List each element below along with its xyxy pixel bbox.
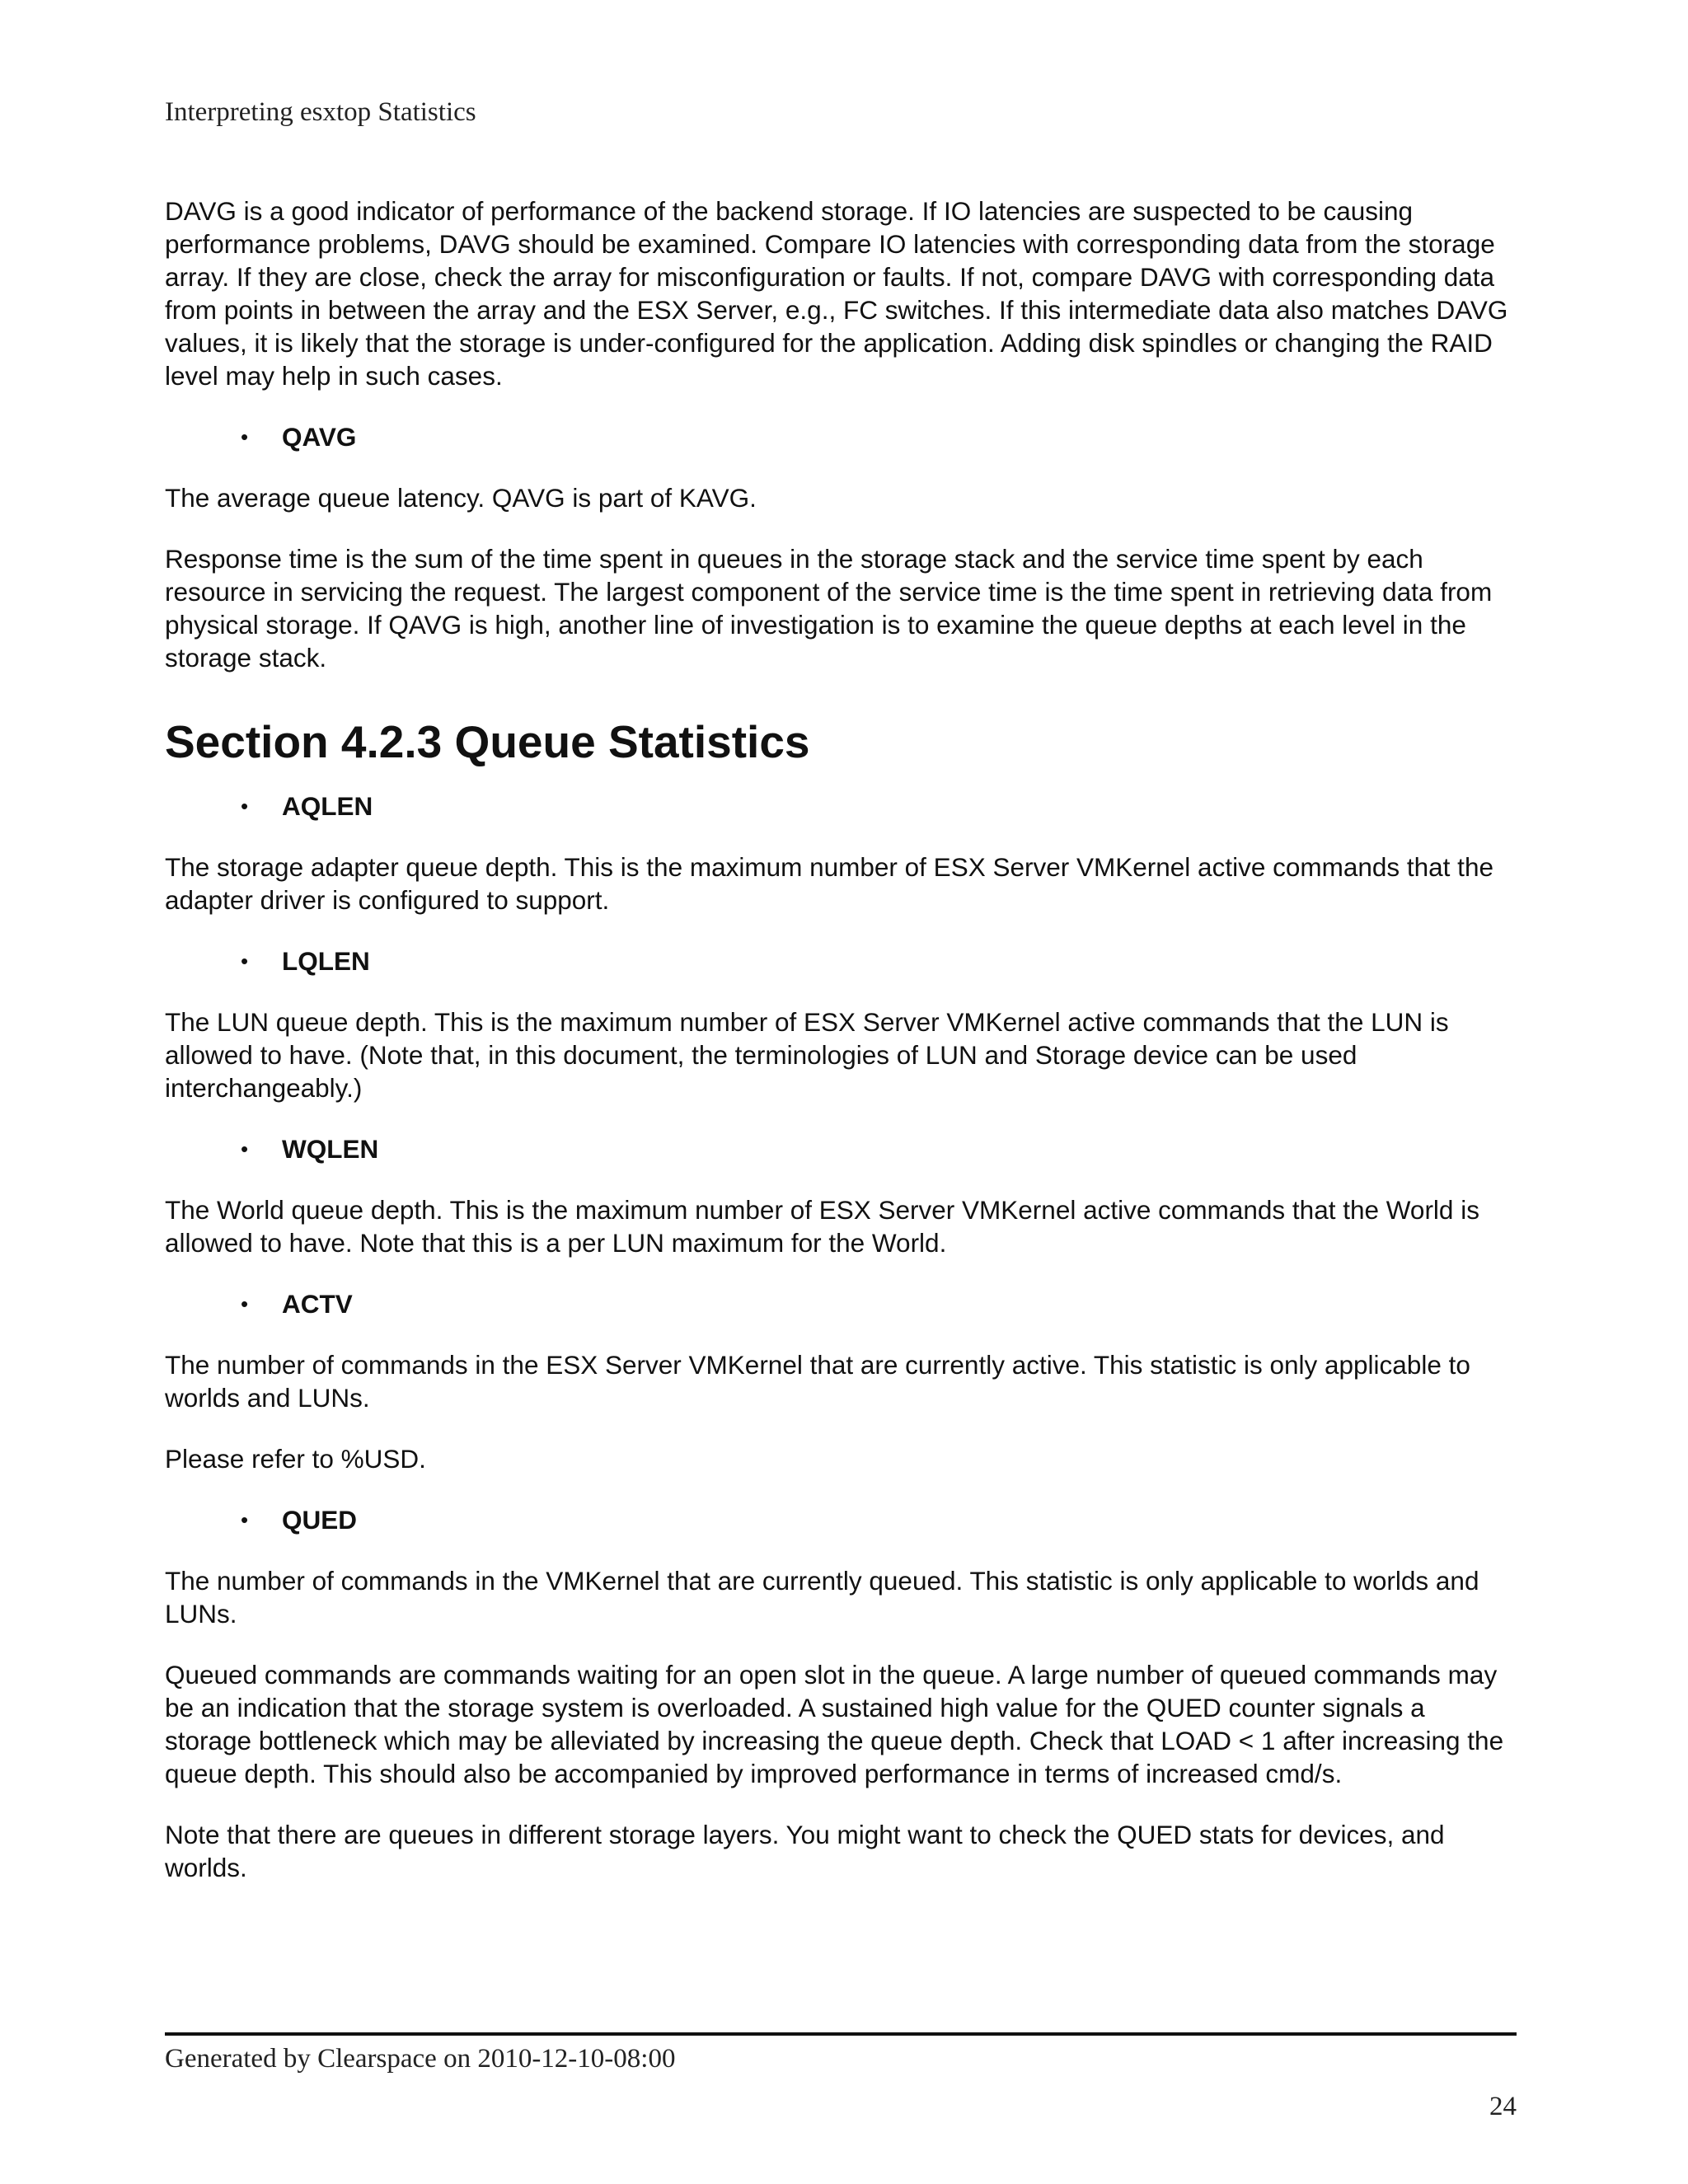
- section-heading: Section 4.2.3 Queue Statistics: [165, 716, 810, 767]
- footer-divider: [165, 2032, 1517, 2036]
- actv-reference: Please refer to %USD.: [165, 1444, 426, 1474]
- bullet-dot-icon: •: [241, 949, 249, 973]
- bullet-wqlen: [165, 1132, 1517, 1165]
- wqlen-description: The World queue depth. This is the maximum number of ESX Server VMKernel active commands that the World is allowed to have. Note that this is a per LUN maximum for the World.: [165, 1195, 1479, 1258]
- bullet-aqlen: [165, 790, 1517, 823]
- lqlen-description: The LUN queue depth. This is the maximum number of ESX Server VMKernel active commands that the LUN is allowed to have. (Note that, in this document, the terminologies of LUN and Storage device can be used interchangeably.): [165, 1007, 1449, 1103]
- bullet-qued: [165, 1503, 1517, 1536]
- bullet-lqlen: [165, 944, 1517, 977]
- bullet-dot-icon: •: [241, 1137, 249, 1161]
- qued-detail-paragraph: Queued commands are commands waiting for an open slot in the queue. A large number of queued commands may be an indication that the storage system is overloaded. A sustained high value for the QUED counter signals a storage bottleneck which may be alleviated by increasing the queue depth. Check that LOAD < 1 after increasing the queue depth. This should also be accompanied by improved performance in terms of increased cmd/s.: [165, 1660, 1504, 1788]
- term-aqlen: AQLEN: [282, 791, 373, 821]
- bullet-dot-icon: •: [241, 424, 249, 449]
- bullet-qavg: [165, 420, 1517, 453]
- qued-description: The number of commands in the VMKernel that are currently queued. This statistic is only applicable to worlds and LUNs.: [165, 1566, 1479, 1629]
- qued-note-paragraph: Note that there are queues in different storage layers. You might want to check the QUED stats for devices, and worlds.: [165, 1820, 1445, 1882]
- footer-generated: Generated by Clearspace on 2010-12-10-08:00: [165, 2044, 676, 2074]
- actv-description: The number of commands in the ESX Server VMKernel that are currently active. This statistic is only applicable to worlds and LUNs.: [165, 1350, 1470, 1413]
- response-time-paragraph: Response time is the sum of the time spent in queues in the storage stack and the service time spent by each resource in servicing the request. The largest component of the service time is the time spent in retrieving data from physical storage. If QAVG is high, another line of investigation is to examine the queue depths at each level in the storage stack.: [165, 544, 1493, 673]
- term-qued: QUED: [282, 1505, 358, 1535]
- aqlen-description: The storage adapter queue depth. This is the maximum number of ESX Server VMKernel active commands that the adapter driver is configured to support.: [165, 852, 1493, 915]
- bullet-dot-icon: •: [241, 794, 249, 818]
- term-qavg: QAVG: [282, 422, 357, 452]
- running-header: Interpreting esxtop Statistics: [165, 97, 476, 127]
- term-actv: ACTV: [282, 1289, 353, 1319]
- bullet-dot-icon: •: [241, 1291, 249, 1316]
- page-body: [165, 194, 1517, 1912]
- page-number: 24: [1489, 2092, 1517, 2121]
- bullet-actv: [165, 1287, 1517, 1320]
- qavg-description: The average queue latency. QAVG is part of KAVG.: [165, 483, 757, 513]
- bullet-dot-icon: •: [241, 1507, 249, 1532]
- term-wqlen: WQLEN: [282, 1134, 379, 1164]
- term-lqlen: LQLEN: [282, 946, 370, 976]
- davg-paragraph: DAVG is a good indicator of performance of the backend storage. If IO latencies are suspected to be causing performance problems, DAVG should be examined. Compare IO latencies with corresponding data from the storage array. If they are close, check the array for misconfiguration or faults. If not, compare DAVG with corresponding data from points in between the array and the ESX Server, e.g., FC switches. If this intermediate data also matches DAVG values, it is likely that the storage is under-configured for the application. Adding disk spindles or changing the RAID level may help in such cases.: [165, 196, 1508, 391]
